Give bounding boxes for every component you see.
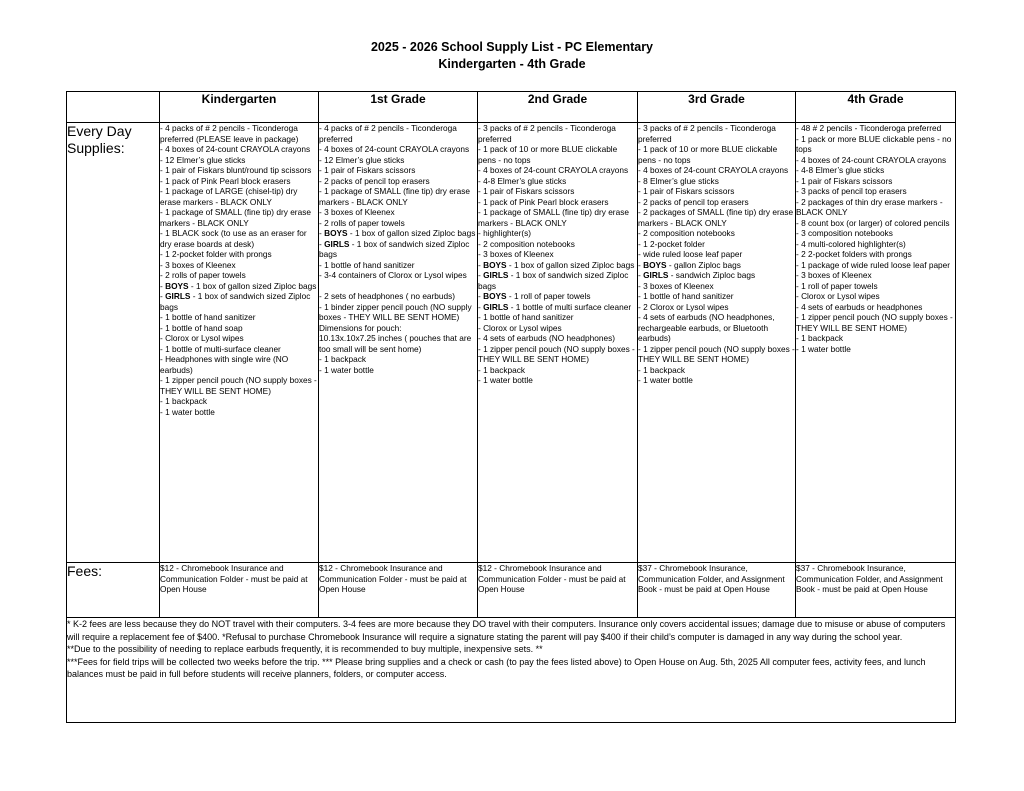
- supply-item-text: - 1 bottle of hand soap: [160, 322, 243, 333]
- page-subtitle: Kindergarten - 4th Grade: [438, 57, 586, 71]
- supply-item: [796, 123, 955, 134]
- supply-item-text: - 1 water bottle: [478, 375, 533, 385]
- supply-item-text: - 4 packs of # 2 pencils - Ticonderoga preferred: [319, 123, 457, 144]
- supply-item: [160, 249, 318, 260]
- supply-item-text: - 1 bottle of multi-surface cleaner: [160, 343, 281, 354]
- supply-item-text: - 1 backpack: [319, 354, 367, 364]
- supply-item-text: - 4 sets of earbuds (NO headphones, rechargeable earbuds, or Bluetooth earbuds): [638, 312, 775, 343]
- supply-item-text: - 1 pack or more BLUE clickable pens - no tops: [796, 133, 952, 154]
- note-earbuds: **Due to the possibility of needing to replace earbuds frequently, it is recommended to buy multiple, inexpensive sets. **: [67, 644, 543, 654]
- supply-item: [160, 270, 318, 281]
- supply-item: [638, 197, 795, 208]
- supply-item-text: - 3 boxes of Kleenex: [160, 259, 236, 270]
- supply-item: [319, 239, 477, 260]
- supply-item-text: - 1 zipper pencil pouch (NO supply boxes - THEY WILL BE SENT HOME): [160, 375, 317, 396]
- supply-item-text: - 2 Clorox or Lysol wipes: [638, 301, 729, 312]
- supply-item-text: - 2 packages of SMALL (fine tip) dry erase markers - BLACK ONLY: [638, 207, 794, 228]
- supply-item-text: - 2 rolls of paper towels: [160, 270, 246, 280]
- supply-item-detail: - 1 roll of paper towels: [506, 291, 591, 301]
- supply-item: [319, 354, 477, 365]
- supply-item-detail: - 1 bottle of multi surface cleaner: [508, 301, 632, 312]
- supply-item: [796, 239, 955, 250]
- supply-item: [478, 228, 637, 239]
- supply-item-text: - 1 water bottle: [638, 375, 693, 385]
- supply-item-text: - 1 pair of Fiskars blunt/round tip scissors: [160, 165, 312, 175]
- supply-item-text: - 2 sets of headphones ( no earbuds): [319, 291, 456, 301]
- supply-item: [319, 228, 477, 239]
- supply-item-group: BOYS: [483, 259, 507, 270]
- supply-item: [160, 375, 318, 396]
- supply-item-detail: - gallon Ziploc bags: [666, 259, 741, 270]
- supply-item-text: - 2 packs of pencil top erasers: [319, 175, 430, 186]
- fee-3rd-grade: $37 - Chromebook Insurance, Communication Folder, and Assignment Book - must be paid at Open House: [638, 563, 796, 618]
- supply-item: [319, 144, 477, 155]
- supply-item-text: - 4 sets of earbuds (NO headphones): [478, 333, 615, 343]
- supply-item-text: - 1 water bottle: [796, 343, 851, 354]
- supply-item: [638, 176, 795, 187]
- supply-item-text: - 1 package of wide ruled loose leaf paper: [796, 259, 951, 270]
- col-header-3rd-grade: 3rd Grade: [638, 92, 796, 123]
- supply-item: [160, 144, 318, 155]
- header-row: [67, 92, 956, 123]
- col-header-2nd-grade: 2nd Grade: [478, 92, 638, 123]
- supply-item: [319, 165, 477, 176]
- supply-item-group: BOYS: [483, 291, 507, 301]
- supply-item: [796, 218, 955, 229]
- supply-item-text: - 3 composition notebooks: [796, 228, 893, 238]
- supply-item-text: - 1 2-pocket folder: [638, 238, 705, 249]
- supply-item-text: -: [160, 280, 166, 291]
- supply-item-text: - 1 pack of Pink Pearl block erasers: [160, 175, 291, 186]
- supply-item-text: - 4 sets of earbuds or headphones: [796, 301, 923, 312]
- supply-item-text: - Clorox or Lysol wipes: [160, 333, 244, 343]
- supply-item: [319, 260, 477, 271]
- supply-item-text: - 4 boxes of 24-count CRAYOLA crayons: [796, 154, 947, 165]
- supply-item-text: -: [478, 259, 484, 270]
- supply-item: [638, 186, 795, 197]
- supply-item-text: -: [160, 291, 166, 301]
- supply-item-text: -: [638, 259, 644, 270]
- supply-item: [160, 333, 318, 344]
- supply-item: [638, 302, 795, 313]
- supply-item-text: -: [478, 291, 484, 301]
- supply-item-group: GIRLS: [324, 238, 350, 249]
- supply-item: [478, 123, 637, 144]
- supply-item: [478, 239, 637, 250]
- supply-item-text: - 1 roll of paper towels: [796, 280, 878, 291]
- supply-item: [638, 281, 795, 292]
- supply-item: [638, 123, 795, 144]
- supply-item: [160, 291, 318, 312]
- supply-item-text: - 12 Elmer’s glue sticks: [160, 154, 246, 165]
- supply-item-text: - 48 # 2 pencils - Ticonderoga preferred: [796, 123, 942, 133]
- col-header-4th-grade: 4th Grade: [796, 92, 956, 123]
- supply-item: [796, 270, 955, 281]
- col-header-kindergarten: Kindergarten: [160, 92, 319, 123]
- supply-item: [638, 270, 795, 281]
- supply-item-text: - 8 count box (or larger) of colored pencils: [796, 217, 950, 228]
- supply-item: [638, 239, 795, 250]
- supply-item: [796, 291, 955, 302]
- fee-1st-grade: $12 - Chromebook Insurance and Communication Folder - must be paid at Open House: [319, 563, 478, 618]
- supply-item-text: 10.13x.10x7.25 inches ( pouches that are too small will be sent home): [319, 333, 472, 354]
- supply-item-detail: - 1 box of gallon sized Ziploc bags: [188, 280, 317, 291]
- supply-item-detail: - 1 box of sandwich sized Ziploc bags: [319, 238, 470, 259]
- supply-item: [478, 365, 637, 376]
- supply-item: [796, 176, 955, 187]
- row-header-line2: Supplies:: [67, 140, 125, 156]
- note-fees-explanation: * K-2 fees are less because they do NOT travel with their computers. 3-4 fees are more because they DO travel with their computers. Insurance only covers accidental issues; damage due to misuse or abuse of computers will require a replacement fee of $400. *Refusal to purchase Chromebook Insurance will require a signature stating the parent will pay $400 if their child’s computer is damaged in any way during the school year.: [67, 619, 946, 642]
- supply-item-text: - 1 zipper pencil pouch (NO supply boxes - THEY WILL BE SENT HOME): [638, 343, 795, 364]
- supply-item-text: - highlighter(s): [478, 228, 532, 238]
- supply-item-text: - 3 boxes of Kleenex: [796, 270, 872, 280]
- supply-item-text: - 4 boxes of 24-count CRAYOLA crayons: [160, 144, 311, 154]
- row-header-every-day-supplies: [67, 123, 160, 563]
- supply-item-text: - 1 pair of Fiskars scissors: [638, 186, 735, 196]
- supply-item-text: - 3 boxes of Kleenex: [638, 280, 714, 291]
- supply-item-text: - 1 package of SMALL (fine tip) dry erase markers - BLACK ONLY: [478, 207, 629, 228]
- supply-item: [319, 333, 477, 354]
- corner-cell: [67, 92, 160, 123]
- supply-item-text: - 3 packs of # 2 pencils - Ticonderoga preferred: [638, 123, 776, 144]
- supply-item-text: - 1 backpack: [478, 364, 526, 375]
- supply-item: [319, 302, 477, 323]
- supply-item-text: - 4 multi-colored highlighter(s): [796, 238, 906, 249]
- supply-item: [319, 186, 477, 207]
- supply-item: [638, 312, 795, 344]
- supply-item-text: - 2 2-pocket folders with prongs: [796, 249, 912, 259]
- supply-item: [160, 228, 318, 249]
- supply-item-text: - 4-8 Elmer’s glue sticks: [478, 175, 567, 186]
- supply-item: [160, 281, 318, 292]
- supply-item-text: - 1 pack of Pink Pearl block erasers: [478, 196, 609, 207]
- supply-item: [796, 281, 955, 292]
- supplies-3rd-grade: [638, 123, 796, 563]
- supply-item-text: - Headphones with single wire (NO earbuds): [160, 354, 289, 375]
- supply-item-detail: - 1 box of sandwich sized Ziploc bags: [478, 270, 629, 291]
- supply-item-text: - 1 pair of Fiskars scissors: [478, 186, 575, 196]
- supply-item-text: - 1 backpack: [160, 396, 208, 406]
- supply-item-text: - 1 zipper pencil pouch (NO supply boxes - THEY WILL BE SENT HOME): [796, 312, 953, 333]
- supply-item: [478, 249, 637, 260]
- supply-item: [160, 165, 318, 176]
- supply-item-text: - 2 packages of thin dry erase markers - BLACK ONLY: [796, 196, 943, 217]
- supply-item-text: - 1 pack of 10 or more BLUE clickable pens - no tops: [478, 144, 618, 165]
- supply-item-text: -: [319, 238, 325, 249]
- supply-item: [638, 165, 795, 176]
- supply-item: [478, 302, 637, 313]
- supply-item: [796, 155, 955, 166]
- supply-item: [638, 144, 795, 165]
- supply-item-text: - 2 rolls of paper towels: [319, 217, 405, 228]
- supply-item: [638, 291, 795, 302]
- supply-item-detail: - sandwich Ziploc bags: [668, 270, 756, 280]
- supply-item-text: - 1 2-pocket folder with prongs: [160, 249, 272, 259]
- fee-kindergarten: $12 - Chromebook Insurance and Communication Folder - must be paid at Open House: [160, 563, 319, 618]
- supply-item-text: - 4 boxes of 24-count CRAYOLA crayons: [638, 165, 789, 175]
- supply-item-text: - 4 boxes of 24-count CRAYOLA crayons: [478, 165, 629, 175]
- supply-item: [160, 344, 318, 355]
- supply-item-text: - 3 boxes of Kleenex: [319, 207, 395, 217]
- supply-item-text: - 1 pack of 10 or more BLUE clickable pens - no tops: [638, 144, 778, 165]
- supply-item-text: - 1 bottle of hand sanitizer: [478, 312, 574, 322]
- supply-item-text: - 1 binder zipper pencil pouch (NO supply boxes - THEY WILL BE SENT HOME): [319, 301, 472, 322]
- supply-item-text: - 12 Elmer’s glue sticks: [319, 154, 405, 165]
- supply-item-group: BOYS: [324, 228, 348, 238]
- supply-item: [796, 302, 955, 313]
- row-header-fees: Fees:: [67, 563, 160, 618]
- supply-item-text: - 1 bottle of hand sanitizer: [638, 291, 734, 301]
- supply-item: [638, 344, 795, 365]
- supply-item-text: [319, 281, 321, 291]
- supply-item: [160, 186, 318, 207]
- supply-item: [638, 365, 795, 376]
- supply-item-text: - Clorox or Lysol wipes: [478, 322, 562, 333]
- supplies-4th-grade: [796, 123, 956, 563]
- supply-item-text: -: [319, 228, 325, 238]
- supply-item: [638, 249, 795, 260]
- supply-item-text: - 4 boxes of 24-count CRAYOLA crayons: [319, 144, 470, 154]
- supply-item: [796, 186, 955, 197]
- supply-item-text: - 4-8 Elmer’s glue sticks: [796, 165, 885, 175]
- supply-item: [319, 281, 477, 292]
- supply-item-text: - 3 packs of # 2 pencils - Ticonderoga preferred: [478, 123, 616, 144]
- supply-item-text: - Clorox or Lysol wipes: [796, 291, 880, 301]
- supply-item: [160, 396, 318, 407]
- supply-item: [478, 344, 637, 365]
- supply-item-text: - 1 package of LARGE (chisel-tip) dry erase markers - BLACK ONLY: [160, 186, 298, 207]
- supply-item: [319, 218, 477, 229]
- supply-item: [638, 375, 795, 386]
- supply-item-text: - 1 bottle of hand sanitizer: [160, 312, 256, 322]
- supply-item-text: - 1 backpack: [796, 333, 844, 343]
- supply-item-text: - 1 package of SMALL (fine tip) dry erase markers - BLACK ONLY: [319, 186, 470, 207]
- supply-item: [319, 176, 477, 187]
- supply-item-text: - wide ruled loose leaf paper: [638, 249, 743, 259]
- supply-item: [160, 155, 318, 166]
- supply-item-text: - 2 composition notebooks: [638, 228, 735, 238]
- supply-item: [160, 407, 318, 418]
- supplies-row: [67, 123, 956, 563]
- supply-item: [319, 123, 477, 144]
- supplies-2nd-grade: [478, 123, 638, 563]
- supply-item-text: - 1 pair of Fiskars scissors: [796, 175, 893, 186]
- row-header-line1: Every Day: [67, 123, 132, 139]
- supply-item-group: GIRLS: [165, 291, 191, 301]
- supply-item: [796, 165, 955, 176]
- supply-item: [319, 291, 477, 302]
- supply-item: [796, 197, 955, 218]
- supply-item: [319, 207, 477, 218]
- supply-item-text: -: [638, 270, 644, 280]
- supply-item: [319, 270, 477, 281]
- supply-item: [478, 312, 637, 323]
- notes-row: [67, 618, 956, 723]
- supply-item: [478, 260, 637, 271]
- supplies-kindergarten: [160, 123, 319, 563]
- supply-item: [160, 207, 318, 228]
- supply-item: [796, 260, 955, 271]
- supply-item: [160, 354, 318, 375]
- supply-item-group: BOYS: [643, 259, 667, 270]
- supply-item-text: - 1 BLACK sock (to use as an eraser for dry erase boards at desk): [160, 228, 307, 249]
- supply-item: [796, 312, 955, 333]
- supply-item: [319, 155, 477, 166]
- page-title: 2025 - 2026 School Supply List - PC Elementary: [370, 40, 654, 54]
- supply-item: [638, 260, 795, 271]
- note-field-trips: ***Fees for field trips will be collected two weeks before the trip. *** Please bring supplies and a check or cash (to pay the fees listed above) to Open House on Aug. 5th, 2025 All computer fees, activity fees, and lunch balances must be paid in full before students will receive planners, folders, or computer access.: [67, 656, 926, 679]
- supply-item: [796, 344, 955, 355]
- supply-item: [478, 144, 637, 165]
- supply-item: [478, 207, 637, 228]
- supply-item: [160, 176, 318, 187]
- supply-item: [796, 228, 955, 239]
- supply-item-text: -: [478, 301, 484, 312]
- supplies-1st-grade: [319, 123, 478, 563]
- supply-item-detail: - 1 box of sandwich sized Ziploc bags: [160, 291, 311, 312]
- supply-item: [478, 197, 637, 208]
- supply-item: [478, 333, 637, 344]
- supply-item-text: - 1 bottle of hand sanitizer: [319, 259, 415, 270]
- supply-item-group: GIRLS: [483, 301, 509, 312]
- supply-item: [638, 207, 795, 228]
- supply-item-text: - 1 backpack: [638, 364, 686, 375]
- supply-item-text: - 1 water bottle: [160, 406, 215, 417]
- supply-item-text: - 1 water bottle: [319, 364, 374, 375]
- supply-item-detail: - 1 box of gallon sized Ziploc bags: [506, 259, 635, 270]
- supply-item-text: - 1 zipper pencil pouch (NO supply boxes - THEY WILL BE SENT HOME): [478, 343, 635, 364]
- supply-item-text: - 3 boxes of Kleenex: [478, 249, 554, 259]
- supply-item: [478, 291, 637, 302]
- supply-table: [66, 91, 956, 723]
- supply-item: [796, 134, 955, 155]
- supply-item: [796, 249, 955, 260]
- supply-item-group: GIRLS: [643, 270, 669, 280]
- supply-item: [478, 186, 637, 197]
- supply-item-text: - 4 packs of # 2 pencils - Ticonderoga preferred (PLEASE leave in package): [160, 123, 299, 144]
- supply-item-text: - 2 composition notebooks: [478, 238, 575, 249]
- supply-item: [160, 123, 318, 144]
- supply-item: [478, 375, 637, 386]
- supply-item: [160, 260, 318, 271]
- supply-item: [319, 323, 477, 334]
- fee-4th-grade: $37 - Chromebook Insurance, Communication Folder, and Assignment Book - must be paid at Open House: [796, 563, 956, 618]
- supply-item: [160, 312, 318, 323]
- fees-row: [67, 563, 956, 618]
- supply-item: [478, 270, 637, 291]
- supply-item-text: - 3-4 containers of Clorox or Lysol wipes: [319, 270, 467, 280]
- supply-item-detail: - 1 box of gallon sized Ziploc bags: [347, 228, 476, 238]
- supply-item: [478, 165, 637, 176]
- supply-item-text: - 1 pair of Fiskars scissors: [319, 165, 416, 175]
- fee-2nd-grade: $12 - Chromebook Insurance and Communication Folder - must be paid at Open House: [478, 563, 638, 618]
- supply-item: [160, 323, 318, 334]
- supply-item-text: -: [478, 270, 484, 280]
- supply-item-group: GIRLS: [483, 270, 509, 280]
- supply-item: [478, 176, 637, 187]
- supply-item: [796, 333, 955, 344]
- supply-item-text: - 2 packs of pencil top erasers: [638, 196, 749, 207]
- supply-item-text: - 3 packs of pencil top erasers: [796, 186, 907, 196]
- notes-cell: [67, 618, 956, 723]
- supply-item-text: - 8 Elmer’s glue sticks: [638, 175, 719, 186]
- supply-item: [638, 228, 795, 239]
- supply-item: [478, 323, 637, 334]
- col-header-1st-grade: 1st Grade: [319, 92, 478, 123]
- supply-item-text: Dimensions for pouch:: [319, 322, 402, 333]
- supply-item: [319, 365, 477, 376]
- supply-item-group: BOYS: [165, 280, 189, 291]
- supply-item-text: - 1 package of SMALL (fine tip) dry erase markers - BLACK ONLY: [160, 207, 311, 228]
